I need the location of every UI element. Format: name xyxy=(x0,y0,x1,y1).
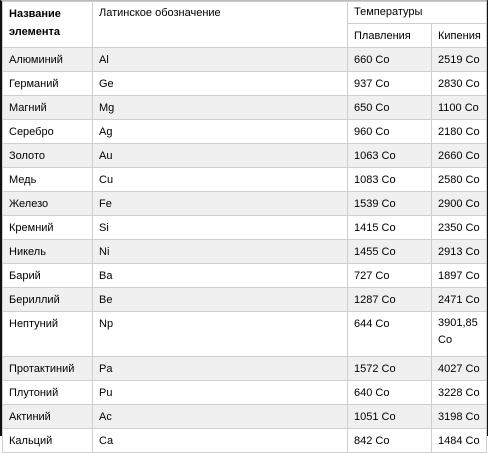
boiling-point-cell: 2830 Co xyxy=(432,72,487,96)
latin-symbol-cell: Al xyxy=(93,48,348,72)
melting-point-cell: 1063 Co xyxy=(348,144,432,168)
table-row xyxy=(3,216,487,240)
boiling-point-cell: 1897 Co xyxy=(432,264,487,288)
melting-point-cell: 1051 Co xyxy=(348,405,432,429)
table-row xyxy=(3,357,487,381)
boiling-point-cell: 2519 Co xyxy=(432,48,487,72)
element-name-cell: Плутоний xyxy=(3,381,93,405)
header-boiling: Кипения xyxy=(432,24,487,48)
table-row xyxy=(3,96,487,120)
melting-point-cell: 1083 Co xyxy=(348,168,432,192)
element-name-cell: Магний xyxy=(3,96,93,120)
elements-table xyxy=(2,1,487,453)
header-latin-symbol: Латинское обозначение xyxy=(93,2,348,48)
table-row xyxy=(3,144,487,168)
boiling-point-cell: 3901,85 Co xyxy=(432,312,487,357)
latin-symbol-cell: Np xyxy=(93,312,348,357)
latin-symbol-cell: Cu xyxy=(93,168,348,192)
table-row xyxy=(3,381,487,405)
latin-symbol-cell: Pa xyxy=(93,357,348,381)
element-name-cell: Барий xyxy=(3,264,93,288)
latin-symbol-cell: Si xyxy=(93,216,348,240)
table-row xyxy=(3,192,487,216)
table-row xyxy=(3,120,487,144)
element-name-cell: Никель xyxy=(3,240,93,264)
melting-point-cell: 1415 Co xyxy=(348,216,432,240)
boiling-point-cell: 2350 Co xyxy=(432,216,487,240)
boiling-point-cell: 1100 Co xyxy=(432,96,487,120)
boiling-point-cell: 2900 Co xyxy=(432,192,487,216)
element-name-cell: Нептуний xyxy=(3,312,93,357)
latin-symbol-cell: Pu xyxy=(93,381,348,405)
element-name-cell: Золото xyxy=(3,144,93,168)
header-melting: Плавления xyxy=(348,24,432,48)
element-name-cell: Кальций xyxy=(3,429,93,453)
latin-symbol-cell: Mg xyxy=(93,96,348,120)
element-name-cell: Алюминий xyxy=(3,48,93,72)
table-row xyxy=(3,288,487,312)
melting-point-cell: 650 Co xyxy=(348,96,432,120)
element-name-cell: Медь xyxy=(3,168,93,192)
table-row xyxy=(3,72,487,96)
header-temperatures: Температуры xyxy=(348,2,487,24)
boiling-point-cell: 2660 Co xyxy=(432,144,487,168)
melting-point-cell: 960 Co xyxy=(348,120,432,144)
latin-symbol-cell: Ni xyxy=(93,240,348,264)
boiling-point-cell: 1484 Co xyxy=(432,429,487,453)
latin-symbol-cell: Ag xyxy=(93,120,348,144)
boiling-point-cell: 2471 Co xyxy=(432,288,487,312)
header-row-top xyxy=(3,2,487,24)
latin-symbol-cell: Ge xyxy=(93,72,348,96)
melting-point-cell: 660 Co xyxy=(348,48,432,72)
melting-point-cell: 1539 Co xyxy=(348,192,432,216)
boiling-point-cell: 2180 Co xyxy=(432,120,487,144)
element-name-cell: Актиний xyxy=(3,405,93,429)
element-name-cell: Кремний xyxy=(3,216,93,240)
element-name-cell: Серебро xyxy=(3,120,93,144)
table-row xyxy=(3,168,487,192)
table-row xyxy=(3,429,487,453)
table-row xyxy=(3,48,487,72)
element-name-cell: Протактиний xyxy=(3,357,93,381)
table-row xyxy=(3,405,487,429)
element-name-cell: Железо xyxy=(3,192,93,216)
latin-symbol-cell: Ac xyxy=(93,405,348,429)
melting-point-cell: 1572 Co xyxy=(348,357,432,381)
boiling-point-cell: 3228 Co xyxy=(432,381,487,405)
melting-point-cell: 727 Co xyxy=(348,264,432,288)
melting-point-cell: 842 Co xyxy=(348,429,432,453)
latin-symbol-cell: Fe xyxy=(93,192,348,216)
table-row xyxy=(3,264,487,288)
melting-point-cell: 1287 Co xyxy=(348,288,432,312)
table-row xyxy=(3,240,487,264)
element-name-cell: Бериллий xyxy=(3,288,93,312)
melting-point-cell: 644 Co xyxy=(348,312,432,357)
latin-symbol-cell: Ca xyxy=(93,429,348,453)
latin-symbol-cell: Au xyxy=(93,144,348,168)
boiling-point-cell: 2580 Co xyxy=(432,168,487,192)
element-name-cell: Германий xyxy=(3,72,93,96)
boiling-point-cell: 2913 Co xyxy=(432,240,487,264)
table-body xyxy=(3,48,487,453)
boiling-point-cell: 4027 Co xyxy=(432,357,487,381)
latin-symbol-cell: Be xyxy=(93,288,348,312)
melting-point-cell: 937 Co xyxy=(348,72,432,96)
melting-point-cell: 640 Co xyxy=(348,381,432,405)
header-element-name: Название элемента xyxy=(3,2,93,48)
melting-point-cell: 1455 Co xyxy=(348,240,432,264)
table-row xyxy=(3,312,487,357)
boiling-point-cell: 3198 Co xyxy=(432,405,487,429)
latin-symbol-cell: Ba xyxy=(93,264,348,288)
